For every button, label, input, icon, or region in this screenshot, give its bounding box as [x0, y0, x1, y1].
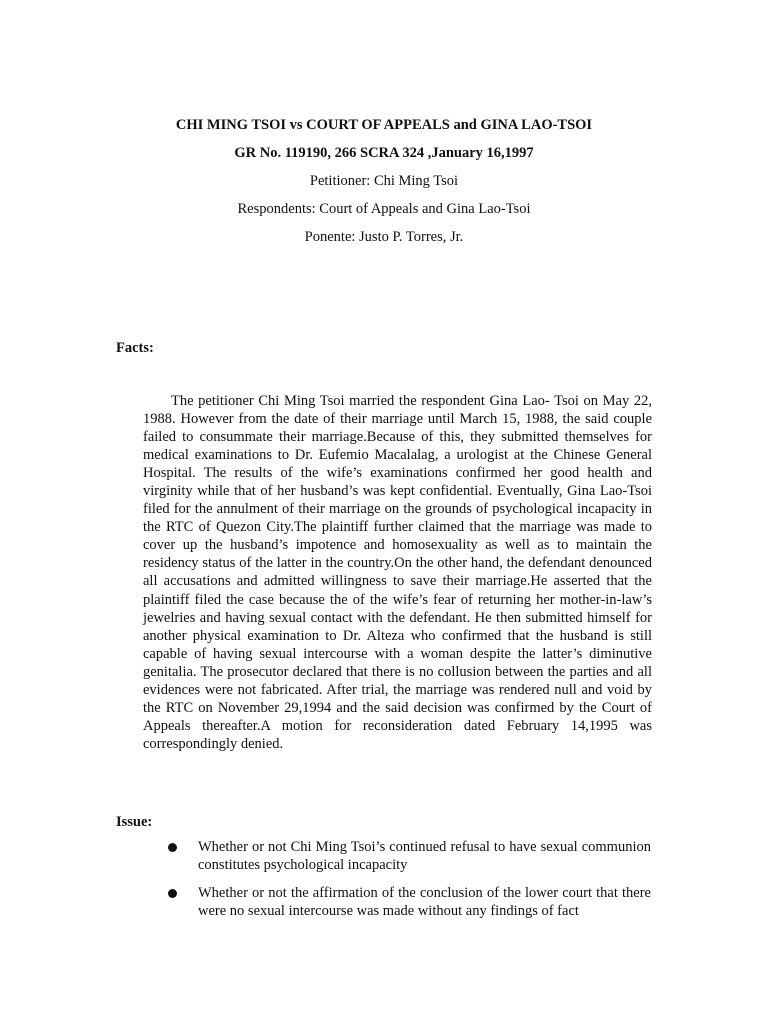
- list-item: [0, 884, 768, 920]
- facts-heading: Facts:: [116, 340, 154, 356]
- bullet-icon: [168, 843, 177, 852]
- case-title: CHI MING TSOI vs COURT OF APPEALS and GINA LAO-TSOI: [175, 117, 593, 133]
- issue-text: Whether or not Chi Ming Tsoi’s continued refusal to have sexual communion constitutes psychological incapacity: [198, 839, 651, 873]
- facts-paragraph: The petitioner Chi Ming Tsoi married the respondent Gina Lao- Tsoi on May 22, 1988. However from the date of their marriage until March 15, 1988, the said couple failed to consummate their marriage.Because of this, they submitted themselves for medical examinations to Dr. Eufemio Macalalag, a urologist at the Chinese General Hospital. The results of the wife’s examinations confirmed her good health and virginity while that of her husband’s was kept confidential. Eventually, Gina Lao-Tsoi filed for the annulment of their marriage on the grounds of psychological incapacity in the RTC of Quezon City.The plaintiff further claimed that the marriage was made to cover up the husband’s impotence and homosexuality as well as to maintain the residency status of the latter in the country.On the other hand, the defendant denounced all accusations and admitted willingness to save their marriage.He asserted that the plaintiff filed the case because the of the wife’s fear of returning her mother-in-law’s jewelries and having sexual contact with the defendant. He then submitted himself for another physical examination to Dr. Alteza who confirmed that the husband is still capable of having sexual intercourse with a woman despite the latter’s diminutive genitalia. The prosecutor declared that there is no collusion between the parties and all evidences were not fabricated. After trial, the marriage was rendered null and void by the RTC on November 29,1994 and the said decision was confirmed by the Court of Appeals thereafter.A motion for reconsideration dated February 14,1995 was correspondingly denied.: [143, 393, 652, 752]
- list-item: [0, 838, 768, 874]
- bullet-icon: [168, 889, 177, 898]
- case-citation: GR No. 119190, 266 SCRA 324 ,January 16,1997: [234, 145, 534, 161]
- case-petitioner: Petitioner: Chi Ming Tsoi: [309, 173, 459, 189]
- issue-list: [0, 838, 768, 930]
- case-ponente: Ponente: Justo P. Torres, Jr.: [304, 229, 464, 245]
- issue-text: Whether or not the affirmation of the conclusion of the lower court that there were no sexual intercourse was made without any findings of fact: [198, 885, 651, 919]
- issue-heading: Issue:: [116, 814, 153, 830]
- case-respondents: Respondents: Court of Appeals and Gina Lao-Tsoi: [237, 201, 531, 217]
